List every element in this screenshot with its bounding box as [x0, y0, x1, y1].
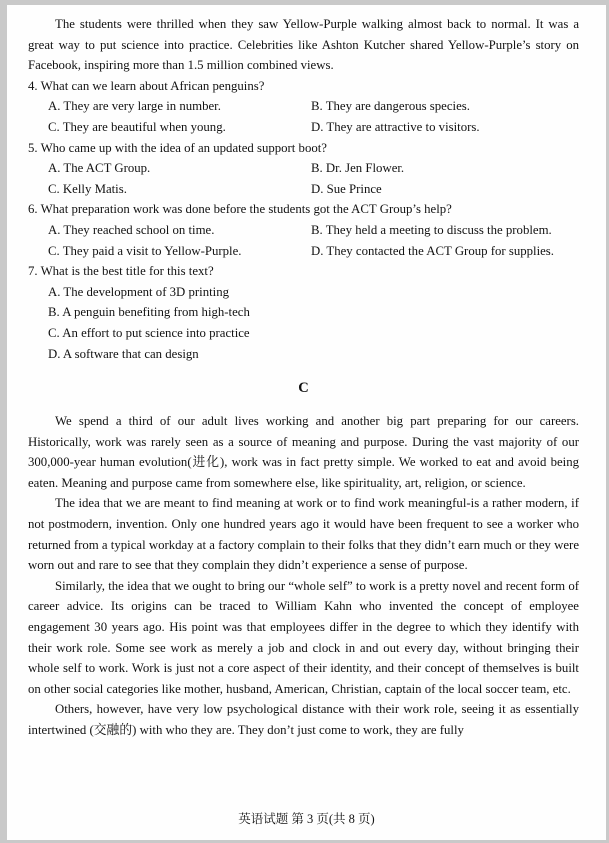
question-4-option-c: C. They are beautiful when young.	[48, 119, 226, 134]
question-6-options	[48, 220, 579, 261]
exam-page	[7, 5, 606, 840]
question-5-option-c: C. Kelly Matis.	[48, 181, 127, 196]
question-5-options	[48, 158, 579, 199]
question-6-option-c: C. They paid a visit to Yellow-Purple.	[48, 243, 242, 258]
question-4-stem: 4. What can we learn about African penguins?	[28, 78, 265, 93]
passage-paragraph-1: We spend a third of our adult lives working and another big part preparing for our careers. Historically, work was rarely seen as a source of meaning and purpose. During the vast majority of our 300,000-year human evolution(进化), work was in fact pretty simple. We worked to eat and avoid being eaten. Meaning and purpose came from somewhere else, like spirituality, art, religion, or science.	[28, 414, 579, 490]
question-6-option-d: D. They contacted the ACT Group for supplies.	[311, 243, 554, 258]
question-5-option-d: D. Sue Prince	[311, 181, 382, 196]
question-7-option-b: B. A penguin benefiting from high-tech	[48, 305, 250, 320]
question-5-option-a: A. The ACT Group.	[48, 161, 151, 176]
passage-paragraph-4: Others, however, have very low psychological distance with their work role, seeing it as essentially intertwined (交融的) with who they are. They don’t just come to work, they are fully	[28, 702, 579, 737]
question-7-option-c: C. An effort to put science into practice	[48, 325, 250, 340]
question-7-option-a: A. The development of 3D printing	[48, 284, 230, 299]
question-4	[28, 76, 579, 138]
question-4-option-d: D. They are attractive to visitors.	[311, 119, 480, 134]
passage-paragraph-2: The idea that we are meant to find meaning at work or to find work meaningful-is a rather modern, if not postmodern, invention. Only one hundred years ago it would have been frequent to see a worker who returned from a typical workday at a factory complain to their folks that they didn’t earn much or they were worn out and rare to see that they complain they didn’t experience a sense of purpose.	[28, 496, 579, 573]
intro-paragraph: The students were thrilled when they saw Yellow-Purple walking almost back to normal. It was a great way to put science into practice. Celebrities like Ashton Kutcher shared Yellow-Purple’s story on Facebook, inspiring more than 1.5 million combined views.	[28, 17, 579, 73]
page-footer: 英语试题 第 3 页(共 8 页)	[238, 812, 375, 826]
question-6-option-a: A. They reached school on time.	[48, 222, 215, 237]
question-4-option-a: A. They are very large in number.	[48, 99, 221, 114]
question-7-options	[48, 282, 579, 364]
question-7-option-d: D. A software that can design	[48, 346, 199, 361]
question-5	[28, 138, 579, 200]
question-4-option-b: B. They are dangerous species.	[311, 99, 470, 114]
section-c-heading: C	[298, 380, 309, 397]
question-5-stem: 5. Who came up with the idea of an updated support boot?	[28, 140, 327, 155]
question-6	[28, 199, 579, 261]
question-5-option-b: B. Dr. Jen Flower.	[311, 161, 405, 176]
question-6-stem: 6. What preparation work was done before the students got the ACT Group’s help?	[28, 202, 452, 217]
passage-paragraph-3: Similarly, the idea that we ought to bring our “whole self” to work is a pretty novel and recent form of career advice. Its origins can be traced to William Kahn who invented the concept of employee engagement 30 years ago. His point was that employees differ in the degree to which they identify with their work role. Some see work as merely a job and clock in and out every day, without bringing their whole self to work. Work is just not a core aspect of their identity, and their concept of themselves is built on other social categories like mother, husband, American, Christian, captain of the local soccer team, etc.	[28, 578, 579, 696]
question-7	[28, 261, 579, 364]
question-4-options	[48, 96, 579, 137]
question-6-option-b: B. They held a meeting to discuss the problem.	[311, 222, 552, 237]
question-7-stem: 7. What is the best title for this text?	[28, 264, 214, 279]
